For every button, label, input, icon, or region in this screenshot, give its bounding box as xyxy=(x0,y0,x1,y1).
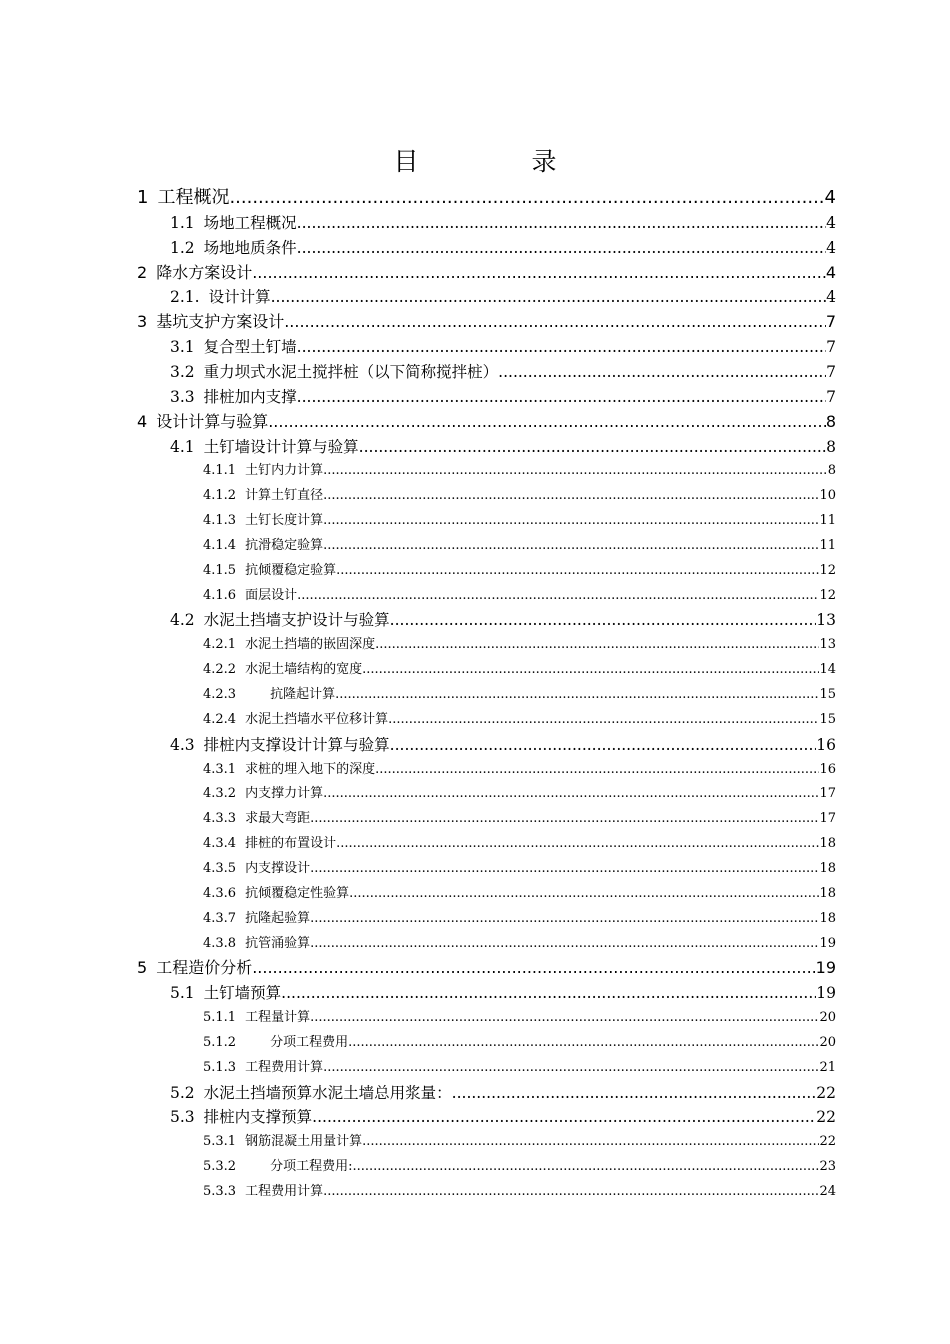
toc-entry-number: 5.1.3 xyxy=(203,1059,237,1075)
toc-entry[interactable] xyxy=(170,335,836,360)
toc-entry-title: 计算土钉直径 xyxy=(245,488,324,504)
toc-entry-page: 24 xyxy=(819,1184,836,1199)
toc-leader-dots xyxy=(297,385,826,410)
toc-entry-title: 土钉长度计算 xyxy=(245,513,324,529)
toc-entry-title: 内支撑设计 xyxy=(245,860,311,876)
toc-entry-number: 1.1 xyxy=(170,213,195,232)
toc-leader-dots xyxy=(284,310,826,335)
toc-entry-number: 1.2 xyxy=(170,238,195,257)
toc-entry-title: 抗倾覆稳定验算 xyxy=(245,562,337,578)
toc-entry-number: 3.1 xyxy=(170,338,195,357)
toc-entry[interactable] xyxy=(137,310,836,335)
toc-entry-number: 5.3.3 xyxy=(203,1184,237,1199)
toc-leader-dots xyxy=(335,683,819,708)
toc-leader-dots xyxy=(323,534,819,559)
toc-entry-number: 4.1.4 xyxy=(203,537,237,553)
toc-entry-title: 水泥土墙结构的宽度 xyxy=(245,662,363,678)
toc-leader-dots xyxy=(297,335,826,360)
toc-entry-title: 重力坝式水泥土搅拌桩（以下简称搅拌桩） xyxy=(203,362,499,381)
toc-entry-page: 18 xyxy=(819,860,836,876)
toc-entry[interactable] xyxy=(203,509,836,534)
toc-entry-page: 13 xyxy=(819,637,836,653)
toc-leader-dots xyxy=(388,708,819,733)
toc-entry-title: 面层设计 xyxy=(245,587,298,603)
toc-entry-title: 分项工程费用 xyxy=(270,1034,349,1050)
toc-entry-title: 排桩加内支撑 xyxy=(203,387,297,406)
toc-entry-page: 20 xyxy=(819,1010,836,1026)
toc-entry[interactable] xyxy=(203,1056,836,1081)
toc-leader-dots xyxy=(349,882,819,907)
toc-entry-page: 22 xyxy=(816,1083,836,1102)
toc-entry-title: 水泥土挡墙水平位移计算 xyxy=(245,711,389,727)
toc-leader-dots xyxy=(310,857,819,882)
toc-leader-dots xyxy=(229,186,824,211)
toc-entry-number: 4.3.1 xyxy=(203,761,237,777)
toc-entry-number: 4.3.5 xyxy=(203,860,237,876)
toc-leader-dots xyxy=(362,1130,819,1155)
toc-entry-title: 排桩内支撑设计计算与验算 xyxy=(203,735,390,754)
toc-entry[interactable] xyxy=(170,981,836,1006)
toc-entry-page: 4 xyxy=(826,213,836,232)
toc-entry-page: 19 xyxy=(816,984,836,1003)
toc-leader-dots xyxy=(310,932,819,957)
toc-entry[interactable] xyxy=(170,236,836,261)
toc-leader-dots xyxy=(375,758,819,783)
toc-entry-number: 4.3.4 xyxy=(203,836,237,852)
toc-entry[interactable] xyxy=(203,907,836,932)
toc-entry-number: 5.1 xyxy=(170,984,195,1003)
toc-leader-dots xyxy=(268,410,826,435)
toc-entry-title: 工程量计算 xyxy=(245,1010,311,1026)
toc-entry-title: 设计计算 xyxy=(208,288,271,307)
toc-entry-page: 21 xyxy=(819,1059,836,1075)
toc-entry[interactable] xyxy=(170,733,836,758)
toc-leader-dots xyxy=(297,236,826,261)
toc-entry-number: 4.3.6 xyxy=(203,885,237,901)
toc-leader-dots xyxy=(359,435,826,460)
toc-entry-title: 土钉墙设计计算与验算 xyxy=(203,437,359,456)
toc-entry-page: 14 xyxy=(819,662,836,678)
toc-entry[interactable] xyxy=(137,186,836,211)
toc-entry-page: 17 xyxy=(819,786,836,802)
toc-leader-dots xyxy=(352,1155,819,1180)
toc-entry-title: 场地地质条件 xyxy=(203,238,297,257)
toc-entry-number: 3 xyxy=(137,312,148,332)
toc-leader-dots xyxy=(281,981,816,1006)
toc-entry-page: 15 xyxy=(819,687,836,702)
toc-entry-number: 4.2.4 xyxy=(203,711,237,727)
toc-entry-number: 4.2.2 xyxy=(203,662,237,678)
toc-entry-title: 水泥土挡墙预算水泥土墙总用浆量： xyxy=(203,1083,452,1102)
toc-entry-title: 工程概况 xyxy=(157,187,230,208)
toc-leader-dots xyxy=(323,1056,819,1081)
toc-entry-number: 5.3.2 xyxy=(203,1159,237,1175)
toc-leader-dots xyxy=(498,360,826,385)
toc-entry-title: 抗滑稳定验算 xyxy=(245,537,324,553)
toc-entry-page: 4 xyxy=(824,187,836,208)
toc-entry-page: 7 xyxy=(825,312,836,332)
toc-entry-number: 5 xyxy=(137,958,148,978)
toc-entry-number: 4.3.8 xyxy=(203,935,237,951)
toc-leader-dots xyxy=(348,1031,819,1056)
toc-entry[interactable] xyxy=(203,534,836,559)
toc-leader-dots xyxy=(336,832,819,857)
toc-entry[interactable] xyxy=(203,807,836,832)
toc-entry-number: 5.2 xyxy=(170,1083,195,1102)
toc-leader-dots xyxy=(336,559,819,584)
toc-entry[interactable] xyxy=(170,385,836,410)
toc-entry-page: 19 xyxy=(819,935,836,951)
toc-entry-number: 4.1.5 xyxy=(203,562,237,578)
toc-entry-page: 4 xyxy=(826,238,836,257)
toc-entry-number: 4.1.6 xyxy=(203,587,237,603)
toc-entry-title: 抗隆起验算 xyxy=(245,910,311,926)
toc-entry[interactable] xyxy=(170,1105,836,1130)
toc-entry-page: 18 xyxy=(819,910,836,926)
toc-entry[interactable] xyxy=(170,1081,836,1106)
toc-entry-title: 降水方案设计 xyxy=(156,262,253,282)
toc-entry-title: 分项工程费用: xyxy=(270,1159,353,1175)
toc-entry[interactable] xyxy=(170,211,836,236)
toc-entry-number: 1 xyxy=(137,187,149,208)
toc-entry-page: 4 xyxy=(825,262,836,282)
toc-entry-page: 19 xyxy=(815,958,836,978)
toc-entry-number: 5.1.2 xyxy=(203,1034,237,1050)
toc-entry-page: 8 xyxy=(827,463,836,479)
toc-leader-dots xyxy=(252,261,826,286)
toc-entry-title: 排桩内支撑预算 xyxy=(203,1108,313,1127)
toc-entry[interactable] xyxy=(203,459,836,484)
toc-entry-page: 7 xyxy=(826,362,836,381)
toc-entry-page: 16 xyxy=(819,761,836,777)
toc-entry-page: 22 xyxy=(816,1108,836,1127)
toc-entry[interactable] xyxy=(203,758,836,783)
toc-entry-page: 23 xyxy=(819,1159,836,1175)
toc-entry[interactable] xyxy=(170,360,836,385)
toc-entry[interactable] xyxy=(203,782,836,807)
toc-entry-number: 5.1.1 xyxy=(203,1010,237,1026)
toc-leader-dots xyxy=(323,782,819,807)
toc-leader-dots xyxy=(323,484,819,509)
toc-leader-dots xyxy=(390,608,817,633)
toc-entry-number: 3.3 xyxy=(170,387,195,406)
toc-entry-title: 排桩的布置设计 xyxy=(245,836,337,852)
toc-entry[interactable] xyxy=(203,683,836,708)
toc-entry-title: 土钉内力计算 xyxy=(245,463,324,479)
toc-leader-dots xyxy=(297,211,826,236)
toc-entry[interactable] xyxy=(203,1130,836,1155)
toc-entry-number: 4.1.2 xyxy=(203,488,237,504)
toc-entry-title: 钢筋混凝土用量计算 xyxy=(245,1134,363,1150)
toc-entry-page: 17 xyxy=(819,811,836,827)
toc-entry[interactable] xyxy=(203,882,836,907)
toc-entry-title: 设计计算与验算 xyxy=(156,411,269,431)
toc-entry-title: 求桩的埋入地下的深度 xyxy=(245,761,376,777)
toc-entry[interactable] xyxy=(203,584,836,609)
toc-entry-title: 水泥土挡墙支护设计与验算 xyxy=(203,611,390,630)
toc-entry-title: 求最大弯距 xyxy=(245,811,311,827)
toc-entry[interactable] xyxy=(203,1031,836,1056)
toc-entry-number: 4.3 xyxy=(170,735,195,754)
toc-leader-dots xyxy=(323,509,819,534)
toc-entry[interactable] xyxy=(137,956,836,981)
toc-entry[interactable] xyxy=(170,608,836,633)
toc-entry-page: 8 xyxy=(825,411,836,431)
toc-entry-page: 10 xyxy=(819,488,836,504)
toc-entry-number: 5.3 xyxy=(170,1108,195,1127)
toc-entry[interactable] xyxy=(203,832,836,857)
toc-entry-page: 7 xyxy=(826,387,836,406)
toc-entry-title: 工程费用计算 xyxy=(245,1059,324,1075)
toc-leader-dots xyxy=(323,459,828,484)
toc-entry-page: 7 xyxy=(826,338,836,357)
toc-entry-title: 水泥土挡墙的嵌固深度 xyxy=(245,637,376,653)
toc-entry-page: 18 xyxy=(819,836,836,852)
toc-entry-number: 4.1 xyxy=(170,437,195,456)
toc-leader-dots xyxy=(310,907,819,932)
toc-entry-number: 4.3.2 xyxy=(203,786,237,802)
toc-entry-title: 抗倾覆稳定性验算 xyxy=(245,885,350,901)
toc-entry-number: 4.1.1 xyxy=(203,463,237,479)
toc-entry-title: 抗隆起计算 xyxy=(270,687,336,702)
toc-entry-title: 内支撑力计算 xyxy=(245,786,324,802)
toc-entry-number: 3.2 xyxy=(170,362,195,381)
toc-leader-dots xyxy=(310,807,819,832)
toc-entry-page: 16 xyxy=(816,735,836,754)
toc-leader-dots xyxy=(252,956,815,981)
toc-leader-dots xyxy=(362,658,819,683)
toc-entry[interactable] xyxy=(203,1155,836,1180)
toc-entry-number: 4.2.1 xyxy=(203,637,237,653)
toc-entry-number: 2 xyxy=(137,262,148,282)
toc-entry-title: 土钉墙预算 xyxy=(203,984,282,1003)
toc-entry[interactable] xyxy=(137,261,836,286)
toc-leader-dots xyxy=(375,633,819,658)
toc-entry-page: 8 xyxy=(826,437,836,456)
toc-entry[interactable] xyxy=(203,857,836,882)
toc-entry[interactable] xyxy=(203,559,836,584)
toc-entry-page: 11 xyxy=(819,513,836,529)
toc-entry[interactable] xyxy=(203,708,836,733)
toc-entry-number: 4 xyxy=(137,411,148,431)
toc-entry-number: 4.1.3 xyxy=(203,513,237,529)
toc-entry[interactable] xyxy=(203,633,836,658)
toc-leader-dots xyxy=(271,285,827,310)
toc-entry-page: 20 xyxy=(819,1034,836,1050)
toc-entry-number: 4.2.3 xyxy=(203,687,237,702)
toc-entry-page: 18 xyxy=(819,885,836,901)
toc-entry-title: 工程费用计算 xyxy=(245,1184,324,1199)
page-title: 目 录 xyxy=(393,147,601,176)
toc-entry-number: 4.2 xyxy=(170,611,195,630)
toc-entry-title: 基坑支护方案设计 xyxy=(156,312,285,332)
toc-entry-number: 5.3.1 xyxy=(203,1134,237,1150)
toc-leader-dots xyxy=(390,733,817,758)
toc-entry[interactable] xyxy=(170,285,836,310)
toc-entry[interactable] xyxy=(203,932,836,957)
toc-entry-title: 复合型土钉墙 xyxy=(203,338,297,357)
toc-entry-page: 11 xyxy=(819,537,836,553)
toc-entry-title: 工程造价分析 xyxy=(156,958,253,978)
toc-entry[interactable] xyxy=(203,1006,836,1031)
toc-leader-dots xyxy=(452,1081,817,1106)
toc-entry[interactable] xyxy=(203,1180,836,1205)
toc-entry[interactable] xyxy=(203,658,836,683)
toc-entry-page: 4 xyxy=(826,288,836,307)
toc-entry-number: 4.3.7 xyxy=(203,910,237,926)
toc-entry-page: 12 xyxy=(819,562,836,578)
toc-entry-title: 场地工程概况 xyxy=(203,213,297,232)
toc-leader-dots xyxy=(310,1006,819,1031)
toc-leader-dots xyxy=(297,584,819,609)
toc-entry[interactable] xyxy=(137,410,836,435)
toc-entry-number: 2.1. xyxy=(170,288,200,307)
toc-entry-page: 12 xyxy=(819,587,836,603)
toc-entry-page: 13 xyxy=(816,611,836,630)
toc-entry-page: 22 xyxy=(819,1134,836,1150)
toc-entry-title: 抗管涌验算 xyxy=(245,935,311,951)
toc-entry-number: 4.3.3 xyxy=(203,811,237,827)
toc-entry[interactable] xyxy=(203,484,836,509)
toc-leader-dots xyxy=(323,1180,819,1205)
toc-leader-dots xyxy=(312,1105,816,1130)
toc-entry[interactable] xyxy=(170,435,836,460)
toc-entry-page: 15 xyxy=(819,711,836,727)
